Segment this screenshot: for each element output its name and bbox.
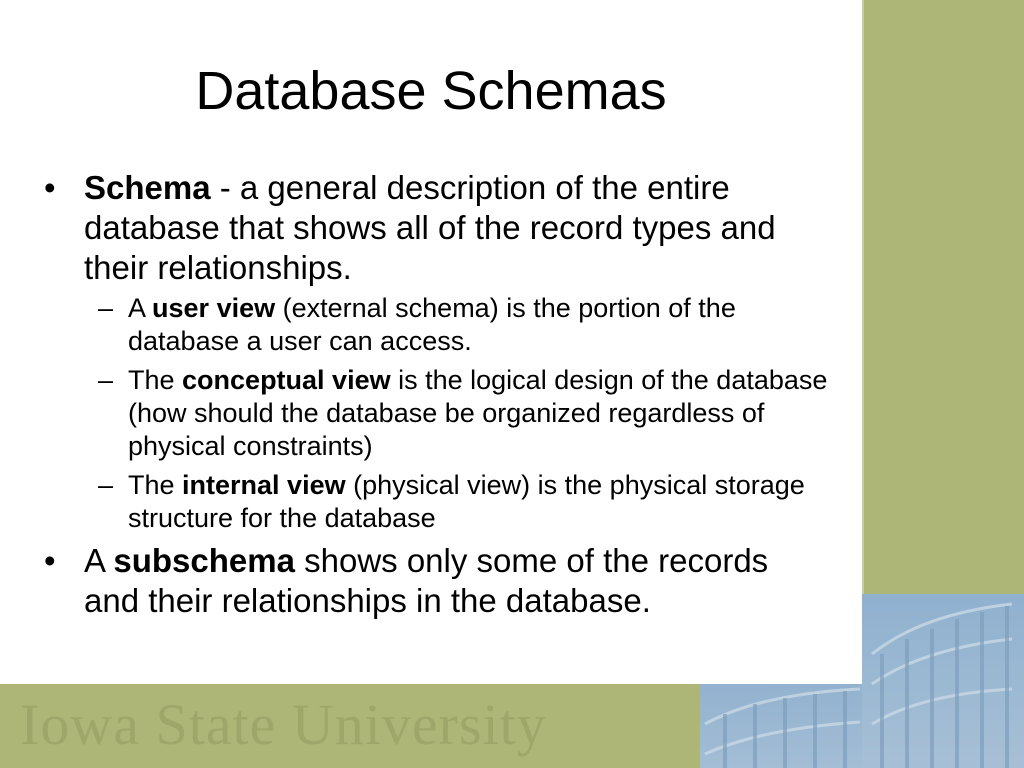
- bullet-text: shows only some of the records and their relationships in the database.: [84, 542, 769, 619]
- slide-body: [40, 168, 830, 625]
- bullet-marker: •: [44, 169, 56, 206]
- bottom-decorative-band: [0, 684, 700, 768]
- sub-bullet-user-view: [40, 292, 830, 358]
- sub-bullet-internal-view: [40, 469, 830, 535]
- building-arches-graphic: [862, 594, 1024, 768]
- sub-bullet-prefix: The: [128, 365, 183, 395]
- sub-bullet-prefix: The: [128, 470, 183, 500]
- building-arches-graphic-bottom: [700, 684, 862, 768]
- term-schema: Schema: [84, 169, 211, 206]
- sub-bullet-conceptual-view: [40, 364, 830, 463]
- term-conceptual-view: conceptual view: [182, 365, 391, 395]
- slide-title: Database Schemas: [195, 61, 667, 121]
- dash-marker: –: [98, 470, 114, 500]
- dash-marker: –: [98, 365, 114, 395]
- sub-bullet-text: (external schema) is the portion of the database a user can access.: [128, 293, 736, 356]
- bullet-text: - a general description of the entire database that shows all of the record types and their relationships.: [84, 169, 776, 286]
- campus-building-photo-right: [862, 594, 1024, 768]
- bullet-prefix: A: [84, 542, 114, 579]
- bullet-marker: •: [44, 542, 56, 579]
- term-subschema: subschema: [113, 542, 295, 579]
- dash-marker: –: [98, 293, 114, 323]
- term-user-view: user view: [152, 293, 276, 323]
- sub-bullet-prefix: A: [128, 293, 153, 323]
- sub-bullet-text: is the logical design of the database (how should the database be organized regardless of physical constraints): [128, 365, 828, 461]
- term-internal-view: internal view: [182, 470, 346, 500]
- campus-building-photo-bottom: [700, 684, 862, 768]
- right-decorative-band: [862, 0, 1024, 594]
- bullet-schema: [40, 168, 830, 288]
- bullet-subschema: [40, 541, 830, 621]
- university-watermark: Iowa State University: [20, 692, 547, 757]
- sub-bullet-text: (physical view) is the physical storage structure for the database: [128, 470, 805, 533]
